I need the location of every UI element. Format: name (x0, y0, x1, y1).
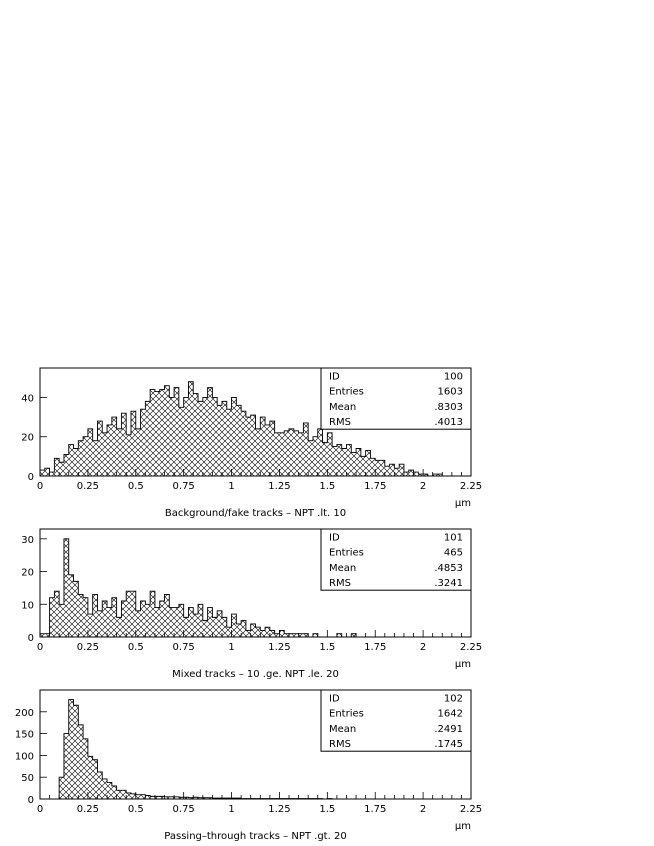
histogram-bin (155, 608, 160, 637)
x-tick-label: 1.75 (364, 642, 387, 653)
histogram-bin (303, 423, 308, 476)
histogram-bin (150, 390, 155, 476)
panel-caption: Passing–through tracks – NPT .gt. 20 (164, 831, 347, 842)
histogram-bin (83, 437, 88, 476)
histogram-bin (294, 431, 299, 476)
x-tick-label: 0.75 (172, 481, 195, 492)
histogram-bin (184, 397, 189, 476)
histogram-bin (169, 397, 174, 476)
histogram-bin (380, 460, 385, 476)
x-tick-label: 2 (419, 804, 427, 815)
histogram-bin (265, 425, 270, 476)
stats-value: 1642 (437, 708, 463, 720)
histogram-bin (208, 388, 213, 476)
histogram-bin (97, 611, 102, 637)
x-tick-label: 0.5 (127, 481, 144, 492)
histogram-bin (251, 624, 256, 637)
x-tick-label: 2.25 (459, 481, 483, 492)
histogram-bin (64, 539, 69, 637)
stats-value: .4013 (434, 417, 463, 429)
histogram-bin (366, 450, 371, 476)
x-tick-label: 0 (36, 804, 44, 815)
histogram-bin (217, 405, 222, 476)
histogram-bin (102, 433, 107, 476)
histogram-bin (155, 392, 160, 476)
histogram-bin (107, 425, 112, 476)
y-tick-label: 150 (14, 729, 34, 741)
histogram-bin (370, 458, 375, 476)
histogram-bin (121, 601, 126, 637)
x-tick-label: 1 (228, 804, 235, 815)
histogram-bin (102, 601, 107, 637)
histogram-bin (150, 591, 155, 637)
histogram-bin (97, 772, 102, 799)
x-tick-label: 0 (36, 642, 44, 653)
x-tick-label: 0.75 (172, 804, 195, 815)
histogram-bin (126, 435, 131, 476)
x-tick-label: 1.5 (319, 481, 336, 492)
histogram-bin (227, 627, 232, 637)
histogram-bin (107, 782, 112, 799)
histogram-bin (74, 449, 79, 476)
histogram-bin (318, 429, 323, 476)
histogram-bin (160, 601, 165, 637)
stats-key: RMS (329, 739, 351, 751)
histogram-bin (284, 431, 289, 476)
histogram-bin (203, 621, 208, 637)
histogram-bin (88, 429, 93, 476)
histogram-bin (121, 790, 126, 799)
histogram-bin (78, 441, 83, 476)
histogram-bin (50, 472, 55, 476)
histogram-bin (93, 441, 98, 476)
y-tick-label: 20 (21, 567, 34, 579)
stats-value: .3241 (434, 578, 463, 590)
histogram-bin (385, 466, 390, 476)
histogram-bin (203, 397, 208, 476)
histogram-bin (270, 421, 275, 476)
histogram-bin (126, 793, 131, 799)
x-unit-label: μm (454, 821, 471, 832)
histogram-bin (112, 786, 117, 799)
histogram-bin (136, 795, 141, 799)
histogram-bin (136, 611, 141, 637)
histogram-bin (83, 598, 88, 637)
panel-caption: Mixed tracks – 10 .ge. NPT .le. 20 (172, 669, 339, 680)
histogram-bin (346, 445, 351, 476)
histogram-bin (88, 614, 93, 637)
histogram-bin (179, 407, 184, 476)
histogram-bin (78, 725, 83, 799)
stats-box (321, 690, 471, 751)
stats-key: ID (329, 532, 340, 544)
histogram-bin (337, 445, 342, 476)
x-tick-label: 0.5 (127, 804, 144, 815)
histogram-bin (131, 794, 136, 799)
panel-caption: Background/fake tracks – NPT .lt. 10 (164, 508, 347, 519)
histogram-bin (193, 394, 198, 476)
histogram-bin (236, 405, 241, 476)
histogram-bin (165, 386, 170, 476)
histogram-bin (126, 591, 131, 637)
histogram-bin (83, 739, 88, 799)
histogram-bin (217, 611, 222, 637)
histogram-bin (69, 445, 74, 476)
stats-box (321, 529, 471, 590)
stats-key: Entries (329, 547, 364, 559)
stats-value: 465 (443, 547, 463, 559)
histogram-bin (399, 464, 404, 476)
stats-key: ID (329, 371, 340, 383)
histogram-bin (93, 760, 98, 799)
histogram-bin (50, 598, 55, 637)
stats-value: 101 (443, 532, 463, 544)
histogram-bin (299, 433, 304, 476)
histogram-bin (117, 429, 122, 476)
histogram-bin (409, 470, 414, 476)
histogram-bin (131, 591, 136, 637)
histogram-bin (141, 409, 146, 476)
histogram-bin (212, 617, 217, 637)
histogram-panel-2 (21, 529, 482, 680)
histogram-panel-1 (21, 368, 482, 519)
y-tick-label: 0 (27, 472, 34, 483)
y-tick-label: 30 (21, 534, 34, 546)
histogram-bin (198, 604, 203, 637)
histogram-bin (117, 790, 122, 799)
histogram-bin (102, 779, 107, 799)
histogram-bin (145, 796, 150, 799)
y-tick-label: 40 (21, 393, 34, 405)
histogram-bin (174, 608, 179, 637)
stats-key: Mean (329, 401, 357, 413)
histogram-bin (74, 581, 79, 637)
stats-key: Mean (329, 723, 357, 735)
histogram-bin (141, 601, 146, 637)
histogram-bin (323, 443, 328, 476)
histogram-bin (59, 462, 64, 476)
histogram-bin (145, 401, 150, 476)
y-tick-label: 0 (27, 633, 34, 644)
x-tick-label: 2 (419, 481, 427, 492)
histogram-bin (198, 401, 203, 476)
histogram-bin (222, 401, 227, 476)
stats-value: .2491 (434, 723, 463, 735)
histogram-bin (236, 624, 241, 637)
histogram-bin (179, 604, 184, 637)
histogram-bin (69, 700, 74, 799)
x-tick-label: 1.5 (319, 642, 336, 653)
histogram-bin (188, 382, 193, 476)
histogram-bin (97, 421, 102, 476)
histogram-bin (279, 630, 284, 637)
histogram-bin (145, 604, 150, 637)
stats-value: .4853 (434, 562, 463, 574)
histogram-bin (241, 621, 246, 637)
histogram-bin (279, 433, 284, 476)
stats-key: Mean (329, 562, 357, 574)
x-tick-label: 1 (228, 642, 235, 653)
histogram-bin (184, 617, 189, 637)
histogram-bin (121, 413, 126, 476)
histogram-bin (241, 411, 246, 476)
histogram-bin (246, 417, 251, 476)
histogram-bin (208, 608, 213, 637)
histogram-bin (260, 417, 265, 476)
histogram-bin (404, 472, 409, 476)
stats-key: RMS (329, 578, 351, 590)
histogram-bin (141, 795, 146, 799)
y-tick-label: 10 (21, 600, 34, 612)
histogram-bin (222, 617, 227, 637)
histogram-panel-3 (15, 690, 482, 842)
histogram-bin (327, 433, 332, 476)
x-tick-label: 0.25 (76, 481, 100, 492)
histogram-bin (212, 397, 217, 476)
histogram-bin (414, 472, 419, 476)
histogram-bin (270, 630, 275, 637)
histogram-bin (246, 630, 251, 637)
x-tick-label: 2.25 (459, 642, 483, 653)
histogram-bin (165, 594, 170, 637)
histogram-bin (342, 449, 347, 476)
histogram-bin (69, 575, 74, 637)
histogram-bin (265, 627, 270, 637)
stats-box (321, 368, 471, 429)
histogram-bin (136, 429, 141, 476)
stats-value: .8303 (434, 401, 463, 413)
x-unit-label: μm (454, 498, 471, 509)
x-tick-label: 1.25 (268, 804, 291, 815)
histogram-bin (256, 627, 261, 637)
x-unit-label: μm (454, 659, 471, 670)
histogram-bin (169, 608, 174, 637)
histogram-bin (59, 777, 64, 799)
histogram-bin (117, 617, 122, 637)
y-tick-label: 200 (14, 707, 34, 719)
x-tick-label: 2.25 (459, 804, 483, 815)
x-tick-label: 1.5 (319, 804, 336, 815)
stats-value: 100 (443, 371, 463, 383)
y-tick-label: 20 (21, 432, 34, 444)
x-tick-label: 0 (36, 481, 44, 492)
histogram-bin (88, 756, 93, 799)
histogram-bin (289, 429, 294, 476)
histogram-bin (64, 454, 69, 476)
histogram-bin (275, 433, 280, 476)
histogram-bin (112, 598, 117, 637)
histogram-bin (93, 594, 98, 637)
histogram-bin (394, 468, 399, 476)
y-tick-label: 100 (14, 751, 34, 763)
x-tick-label: 0.25 (76, 804, 100, 815)
histogram-bin (131, 411, 136, 476)
x-tick-label: 0.25 (76, 642, 100, 653)
histogram-bin (260, 630, 265, 637)
histogram-bin (54, 591, 59, 637)
stats-key: Entries (329, 386, 364, 398)
stats-key: Entries (329, 708, 364, 720)
histogram-bin (188, 608, 193, 637)
y-tick-label: 0 (27, 795, 34, 806)
histogram-bin (356, 449, 361, 476)
stats-value: .1745 (434, 739, 463, 751)
histogram-bin (74, 705, 79, 799)
stats-value: 102 (443, 693, 463, 705)
histogram-bin (54, 458, 59, 476)
histogram-bin (64, 734, 69, 799)
x-tick-label: 0.75 (172, 642, 195, 653)
histogram-bin (174, 388, 179, 476)
histogram-bin (45, 468, 50, 476)
y-tick-label: 50 (21, 773, 34, 785)
x-tick-label: 1.25 (268, 642, 291, 653)
histogram-bin (351, 452, 356, 476)
histogram-bin (40, 470, 45, 476)
histogram-bin (251, 415, 256, 476)
histogram-bin (227, 409, 232, 476)
histogram-bin (78, 594, 83, 637)
histogram-bin (59, 604, 64, 637)
histogram-bin (232, 397, 237, 476)
x-tick-label: 1.25 (268, 481, 291, 492)
x-tick-label: 1.75 (364, 804, 387, 815)
stats-value: 1603 (437, 386, 463, 398)
stats-key: ID (329, 693, 340, 705)
histogram-bin (107, 608, 112, 637)
histogram-bin (332, 447, 337, 476)
histogram-bin (361, 456, 366, 476)
x-tick-label: 1.75 (364, 481, 387, 492)
x-tick-label: 2 (419, 642, 427, 653)
x-tick-label: 1 (228, 481, 235, 492)
histogram-bin (112, 417, 117, 476)
histogram-bin (313, 437, 318, 476)
x-tick-label: 0.5 (127, 642, 144, 653)
histogram-bin (232, 614, 237, 637)
histogram-bin (375, 460, 380, 476)
histogram-bin (193, 614, 198, 637)
histogram-bin (390, 464, 395, 476)
histogram-bin (256, 429, 261, 476)
histogram-bin (160, 390, 165, 476)
histogram-bin (308, 441, 313, 476)
stats-key: RMS (329, 417, 351, 429)
